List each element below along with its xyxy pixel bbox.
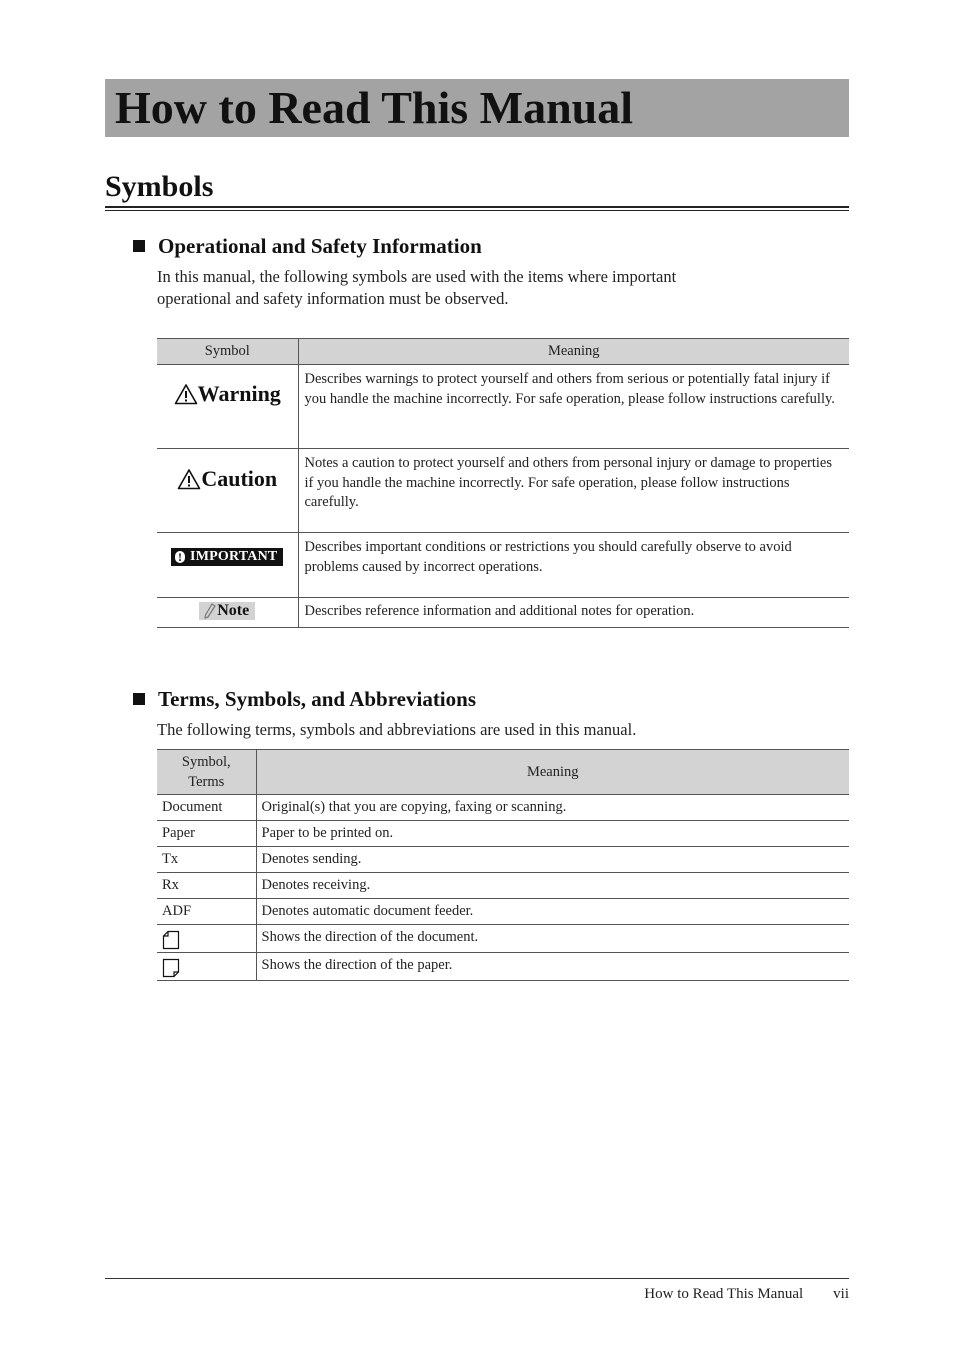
square-bullet-icon [133,240,145,252]
symbols-row-important [157,533,849,598]
footer-divider [105,1278,849,1279]
table-row [157,925,849,953]
terms-col-symbol [157,750,256,795]
table-row [157,899,849,925]
page-title: How to Read This Manual [115,82,634,133]
table-row [157,795,849,821]
terms-intro: The following terms, symbols and abbreviations are used in this manual. [157,720,637,739]
terms-col-meaning: Meaning [256,750,849,795]
note-label: Note [217,602,250,619]
important-badge [171,548,283,566]
term-meaning: Denotes sending. [256,847,849,873]
page-title-bar [105,79,849,137]
important-meaning: Describes important conditions or restrictions you should carefully observe to avoid problems caused by incorrect operations. [298,533,849,598]
term-meaning: Shows the direction of the document. [256,925,849,953]
term-cell: Paper [157,821,256,847]
table-row [157,953,849,981]
exclamation-icon: ! [175,551,185,563]
terms-col-symbol-line2: Terms [188,774,225,790]
operational-heading [133,233,849,259]
table-row [157,873,849,899]
section-divider [105,206,849,211]
caution-meaning: Notes a caution to protect yourself and others from personal injury or damage to properties if you handle the machine incorrectly. For safe operation, please follow instructions carefully. [298,449,849,533]
operational-intro-line2: operational and safety information must be observed. [157,289,509,308]
term-cell: ADF [157,899,256,925]
warning-meaning: Describes warnings to protect yourself and others from serious or potentially fatal injury if you handle the machine incorrectly. For safe operation, please follow instructions carefully. [298,365,849,449]
term-cell: Tx [157,847,256,873]
terms-table-header [157,750,849,795]
symbols-col-symbol: Symbol [157,339,298,365]
square-bullet-icon [133,693,145,705]
term-meaning: Shows the direction of the paper. [256,953,849,981]
symbols-row-caution [157,449,849,533]
term-meaning: Original(s) that you are copying, faxing or scanning. [256,795,849,821]
operational-intro [157,266,849,310]
section-title: Symbols [105,170,214,203]
paper-direction-icon [162,958,180,978]
terms-heading-text: Terms, Symbols, and Abbreviations [158,687,476,711]
warning-triangle-icon [177,468,201,490]
terms-col-symbol-line1: Symbol, [181,754,231,770]
table-row [157,847,849,873]
symbols-table-header [157,339,849,365]
term-cell: Document [157,795,256,821]
page-number: vii [833,1286,849,1302]
term-meaning: Denotes receiving. [256,873,849,899]
important-label: IMPORTANT [190,549,278,564]
caution-symbol [177,466,277,492]
symbols-col-meaning: Meaning [298,339,849,365]
operational-heading-text: Operational and Safety Information [158,234,482,258]
term-cell [157,925,256,953]
pencil-icon [203,603,217,619]
note-badge [199,602,255,620]
footer-title: How to Read This Manual [644,1286,804,1302]
caution-label: Caution [201,466,278,491]
document-direction-icon [162,930,180,950]
term-meaning: Paper to be printed on. [256,821,849,847]
operational-intro-line1: In this manual, the following symbols are used with the items where important [157,267,677,286]
note-meaning: Describes reference information and additional notes for operation. [298,598,849,628]
term-cell: Rx [157,873,256,899]
warning-triangle-icon [174,383,198,405]
warning-symbol [174,381,281,407]
table-row [157,821,849,847]
symbols-row-warning [157,365,849,449]
page-footer [644,1286,849,1303]
symbols-row-note [157,598,849,628]
symbols-table [157,338,849,628]
terms-heading [133,686,849,712]
terms-table [157,749,849,981]
term-cell [157,953,256,981]
term-meaning: Denotes automatic document feeder. [256,899,849,925]
warning-label: Warning [197,381,281,406]
